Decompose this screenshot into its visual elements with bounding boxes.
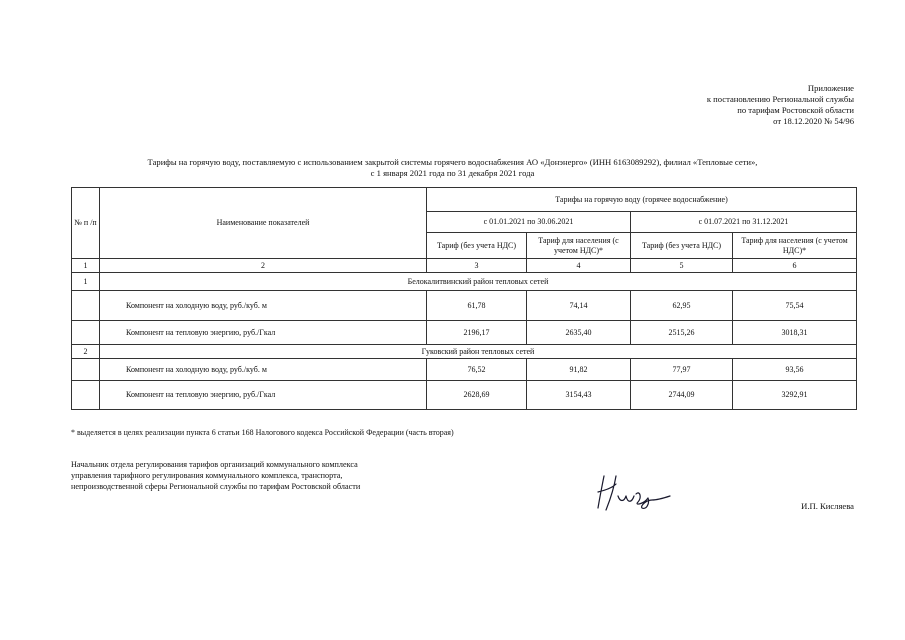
row-value: 2744,09 xyxy=(631,381,733,410)
appendix-line: от 18.12.2020 № 54/96 xyxy=(773,116,854,126)
appendix-line: к постановлению Региональной службы xyxy=(706,94,854,104)
colnum-cell: 3 xyxy=(427,259,527,273)
row-value: 61,78 xyxy=(427,291,527,321)
header-num: № п /п xyxy=(72,188,100,259)
row-name: Компонент на холодную воду, руб./куб. м xyxy=(100,291,427,321)
signer-name: И.П. Кисляева xyxy=(801,501,854,511)
header-name: Наименование показателей xyxy=(100,188,427,259)
appendix-line: по тарифам Ростовской области xyxy=(737,105,854,115)
table-row xyxy=(72,359,857,381)
row-value: 77,97 xyxy=(631,359,733,381)
section-title: Белокалитвинский район тепловых сетей xyxy=(100,273,857,291)
row-value: 3292,91 xyxy=(733,381,857,410)
colnum-cell: 4 xyxy=(527,259,631,273)
footnote: * выделяется в целях реализации пункта 6 статьи 168 Налогового кодекса Российской Федерации (часть вторая) xyxy=(71,428,454,437)
section-row xyxy=(72,273,857,291)
header-group: Тарифы на горячую воду (горячее водоснабжение) xyxy=(427,188,857,212)
row-value: 3018,31 xyxy=(733,321,857,345)
document-title xyxy=(70,157,835,179)
row-value: 93,56 xyxy=(733,359,857,381)
header-col-c: Тариф (без учета НДС) xyxy=(631,233,733,259)
column-number-row xyxy=(72,259,857,273)
position-line: непроизводственной сферы Региональной службы по тарифам Ростовской области xyxy=(71,482,361,491)
row-value: 2628,69 xyxy=(427,381,527,410)
row-value: 3154,43 xyxy=(527,381,631,410)
header-col-a: Тариф (без учета НДС) xyxy=(427,233,527,259)
section-num: 1 xyxy=(72,273,100,291)
appendix-header xyxy=(554,83,854,127)
row-value: 75,54 xyxy=(733,291,857,321)
title-line: с 1 января 2021 года по 31 декабря 2021 года xyxy=(370,168,535,178)
header-period-1: с 01.01.2021 по 30.06.2021 xyxy=(427,212,631,233)
row-name: Компонент на тепловую энергию, руб./Гкал xyxy=(100,321,427,345)
row-value: 74,14 xyxy=(527,291,631,321)
header-col-d: Тариф для населения (с учетом НДС)* xyxy=(733,233,857,259)
header-col-b: Тариф для населения (с учетом НДС)* xyxy=(527,233,631,259)
table-row xyxy=(72,291,857,321)
title-line: Тарифы на горячую воду, поставляемую с использованием закрытой системы горячего водоснабжения АО «Донэнерго» (ИНН 6163089292), филиал «Тепловые сети», xyxy=(147,157,758,167)
colnum-cell: 5 xyxy=(631,259,733,273)
position-line: управления тарифного регулирования коммунального комплекса, транспорта, xyxy=(71,471,343,480)
row-value: 2515,26 xyxy=(631,321,733,345)
header-period-2: с 01.07.2021 по 31.12.2021 xyxy=(631,212,857,233)
row-value: 76,52 xyxy=(427,359,527,381)
position-line: Начальник отдела регулирования тарифов организаций коммунального комплекса xyxy=(71,460,358,469)
row-name: Компонент на холодную воду, руб./куб. м xyxy=(100,359,427,381)
table-row xyxy=(72,381,857,410)
section-row xyxy=(72,345,857,359)
row-value: 62,95 xyxy=(631,291,733,321)
row-name: Компонент на тепловую энергию, руб./Гкал xyxy=(100,381,427,410)
row-value: 2635,40 xyxy=(527,321,631,345)
tariff-table xyxy=(71,187,857,410)
section-num: 2 xyxy=(72,345,100,359)
signature-position xyxy=(71,459,431,492)
colnum-cell: 2 xyxy=(100,259,427,273)
appendix-line: Приложение xyxy=(807,83,854,93)
colnum-cell: 6 xyxy=(733,259,857,273)
section-title: Гуковский район тепловых сетей xyxy=(100,345,857,359)
table-row xyxy=(72,321,857,345)
handwritten-signature xyxy=(594,470,674,514)
row-value: 2196,17 xyxy=(427,321,527,345)
row-value: 91,82 xyxy=(527,359,631,381)
colnum-cell: 1 xyxy=(72,259,100,273)
